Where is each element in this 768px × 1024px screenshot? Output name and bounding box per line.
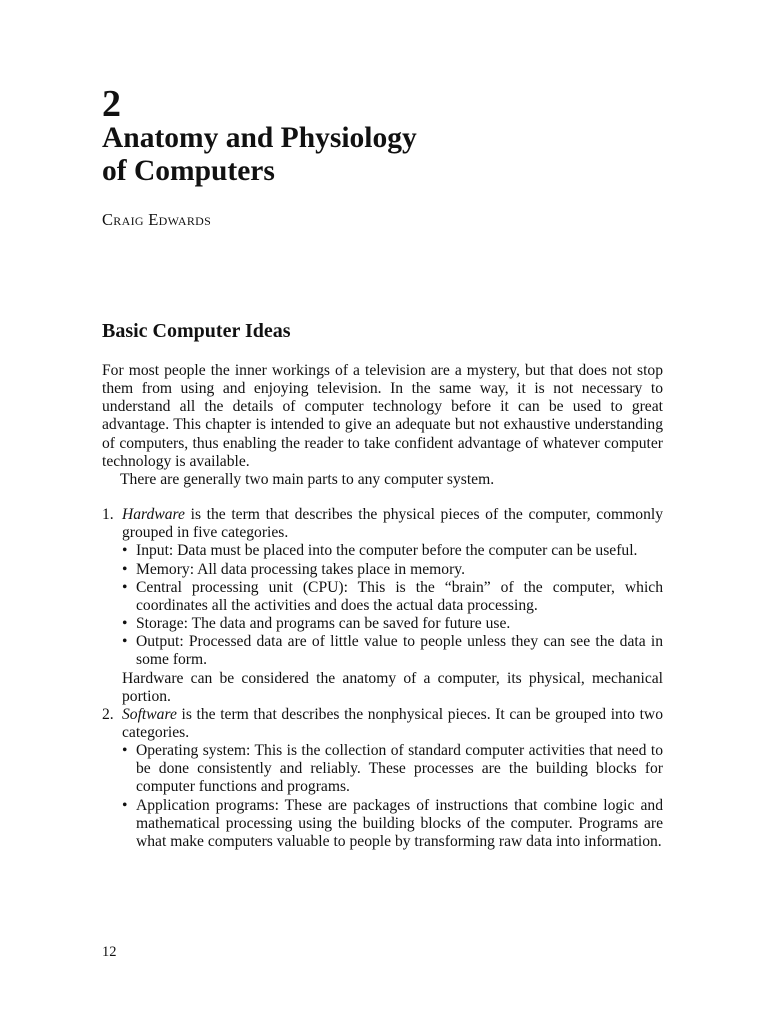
chapter-title bbox=[102, 122, 417, 188]
list-item-software bbox=[102, 706, 663, 851]
bullet-text: Output: Processed data are of little value to people unless they can see the data in some form. bbox=[136, 633, 663, 669]
software-bullet-list bbox=[122, 742, 663, 851]
bullet-item bbox=[122, 579, 663, 615]
list-item-hardware bbox=[102, 506, 663, 706]
paragraph-gap bbox=[102, 489, 663, 506]
body-text bbox=[102, 362, 663, 851]
bullet-marker: • bbox=[122, 615, 128, 633]
bullet-text: Application programs: These are packages of instructions that combine logic and mathematical processing using the building blocks of the computer. Programs are what make computers valuable to people by transforming raw data into information. bbox=[136, 796, 663, 850]
hardware-bullet-list bbox=[122, 542, 663, 669]
bullet-text: Operating system: This is the collection of standard computer activities that need to be done consistently and reliably. These processes are the building blocks for computer functions and programs. bbox=[136, 742, 663, 796]
bullet-text: Input: Data must be placed into the computer before the computer can be useful. bbox=[136, 542, 638, 560]
page-number: 12 bbox=[102, 944, 117, 960]
numbered-list bbox=[102, 506, 663, 851]
lead-paragraph: There are generally two main parts to any computer system. bbox=[120, 470, 495, 488]
hardware-description: is the term that describes the physical pieces of the computer, commonly grouped in five categories. bbox=[122, 506, 663, 542]
chapter-title-line-2: of Computers bbox=[102, 155, 275, 187]
bullet-text: Storage: The data and programs can be saved for future use. bbox=[136, 615, 511, 633]
bullet-marker: • bbox=[122, 542, 128, 560]
bullet-marker: • bbox=[122, 560, 128, 578]
term-software: Software bbox=[122, 705, 177, 723]
bullet-text: Central processing unit (CPU): This is the “brain” of the computer, which coordinates all the activities and does the actual data processing. bbox=[136, 578, 663, 614]
bullet-text: Memory: All data processing takes place in memory. bbox=[136, 560, 465, 578]
section-heading: Basic Computer Ideas bbox=[102, 320, 291, 342]
bullet-marker: • bbox=[122, 633, 128, 651]
bullet-item bbox=[122, 561, 663, 579]
bullet-item bbox=[122, 615, 663, 633]
list-number: 1. bbox=[102, 506, 114, 524]
list-item-text bbox=[122, 506, 663, 542]
term-hardware: Hardware bbox=[122, 506, 185, 524]
hardware-note: Hardware can be considered the anatomy of a computer, its physical, mechanical portion. bbox=[122, 669, 663, 705]
bullet-marker: • bbox=[122, 796, 128, 814]
chapter-title-line-1: Anatomy and Physiology bbox=[102, 122, 417, 154]
bullet-item bbox=[122, 797, 663, 851]
bullet-marker: • bbox=[122, 578, 128, 596]
chapter-number: 2 bbox=[102, 83, 121, 125]
intro-paragraph: For most people the inner workings of a television are a mystery, but that does not stop them from using and enjoying television. In the same way, it is not necessary to understand all the details of computer technology before it can be used to great advantage. This chapter is intended to give an adequate but not exhaustive understanding of computers, thus enabling the reader to take confident advantage of whatever computer technology is available. bbox=[102, 362, 663, 470]
list-item-text bbox=[122, 706, 663, 742]
list-number: 2. bbox=[102, 705, 114, 723]
bullet-marker: • bbox=[122, 742, 128, 760]
software-description: is the term that describes the nonphysical pieces. It can be grouped into two categories. bbox=[122, 705, 663, 741]
bullet-item bbox=[122, 633, 663, 669]
bullet-item bbox=[122, 542, 663, 560]
bullet-item bbox=[122, 742, 663, 796]
chapter-author: Craig Edwards bbox=[102, 210, 212, 229]
